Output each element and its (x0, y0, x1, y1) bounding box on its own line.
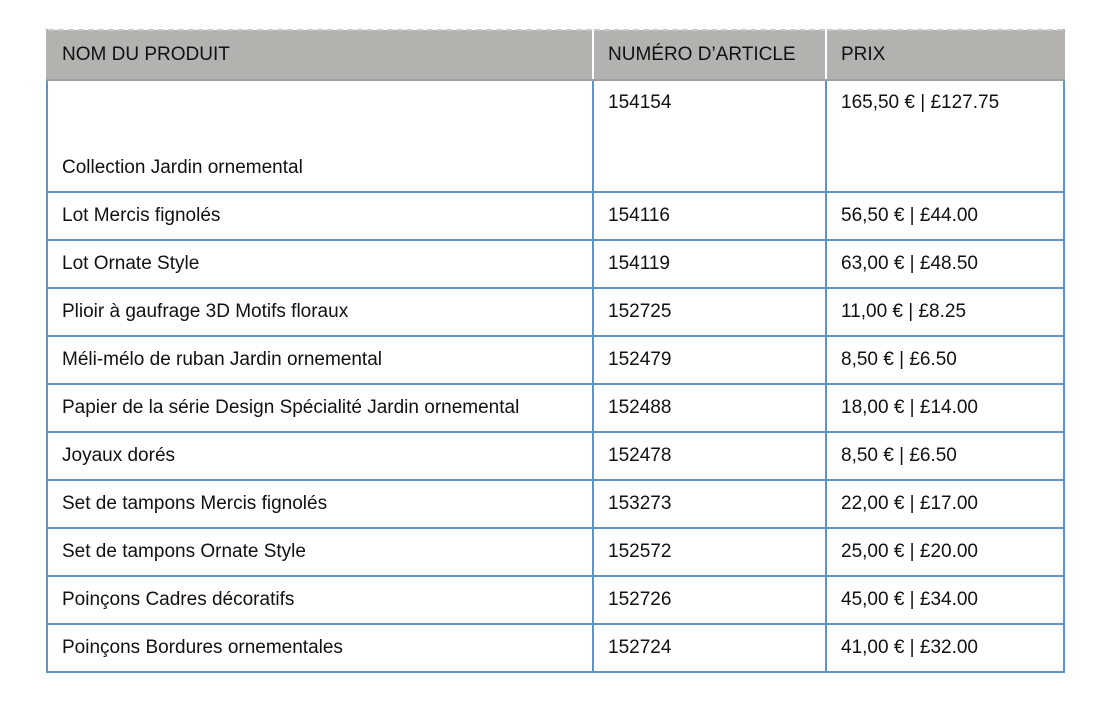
table-row (47, 240, 1064, 288)
table-row (47, 576, 1064, 624)
header-price: PRIX (826, 30, 1064, 80)
article-number-cell: 152478 (593, 432, 826, 480)
price-cell: 63,00 € | £48.50 (826, 240, 1064, 288)
price-cell: 8,50 € | £6.50 (826, 336, 1064, 384)
product-name-cell: Poinçons Cadres décoratifs (47, 576, 593, 624)
table-row (47, 528, 1064, 576)
table-row (47, 480, 1064, 528)
table-row (47, 384, 1064, 432)
header-row (47, 30, 1064, 80)
article-number-cell: 154116 (593, 192, 826, 240)
header-product-name: NOM DU PRODUIT (47, 30, 593, 80)
price-cell: 41,00 € | £32.00 (826, 624, 1064, 672)
product-name-cell: Collection Jardin ornemental (47, 80, 593, 192)
product-name-cell: Méli-mélo de ruban Jardin ornemental (47, 336, 593, 384)
article-number-cell: 152725 (593, 288, 826, 336)
table-row (47, 80, 1064, 192)
table-row (47, 192, 1064, 240)
product-name-cell: Papier de la série Design Spécialité Jardin ornemental (47, 384, 593, 432)
product-name-cell: Poinçons Bordures ornementales (47, 624, 593, 672)
header-article-number: NUMÉRO D’ARTICLE (593, 30, 826, 80)
product-name-cell: Lot Ornate Style (47, 240, 593, 288)
article-number-cell: 152726 (593, 576, 826, 624)
price-cell: 56,50 € | £44.00 (826, 192, 1064, 240)
product-name-cell: Lot Mercis fignolés (47, 192, 593, 240)
price-cell: 165,50 € | £127.75 (826, 80, 1064, 192)
article-number-cell: 153273 (593, 480, 826, 528)
table-body (47, 80, 1064, 672)
article-number-cell: 154119 (593, 240, 826, 288)
price-cell: 45,00 € | £34.00 (826, 576, 1064, 624)
price-cell: 22,00 € | £17.00 (826, 480, 1064, 528)
product-name-cell: Set de tampons Ornate Style (47, 528, 593, 576)
article-number-cell: 152488 (593, 384, 826, 432)
product-name-cell: Plioir à gaufrage 3D Motifs floraux (47, 288, 593, 336)
article-number-cell: 154154 (593, 80, 826, 192)
article-number-cell: 152572 (593, 528, 826, 576)
price-cell: 25,00 € | £20.00 (826, 528, 1064, 576)
article-number-cell: 152724 (593, 624, 826, 672)
price-cell: 11,00 € | £8.25 (826, 288, 1064, 336)
table-row (47, 624, 1064, 672)
table-row (47, 336, 1064, 384)
price-cell: 18,00 € | £14.00 (826, 384, 1064, 432)
table-header (47, 30, 1064, 80)
product-name-cell: Set de tampons Mercis fignolés (47, 480, 593, 528)
price-cell: 8,50 € | £6.50 (826, 432, 1064, 480)
table-row (47, 432, 1064, 480)
product-table (46, 29, 1065, 673)
product-name-cell: Joyaux dorés (47, 432, 593, 480)
table-row (47, 288, 1064, 336)
article-number-cell: 152479 (593, 336, 826, 384)
